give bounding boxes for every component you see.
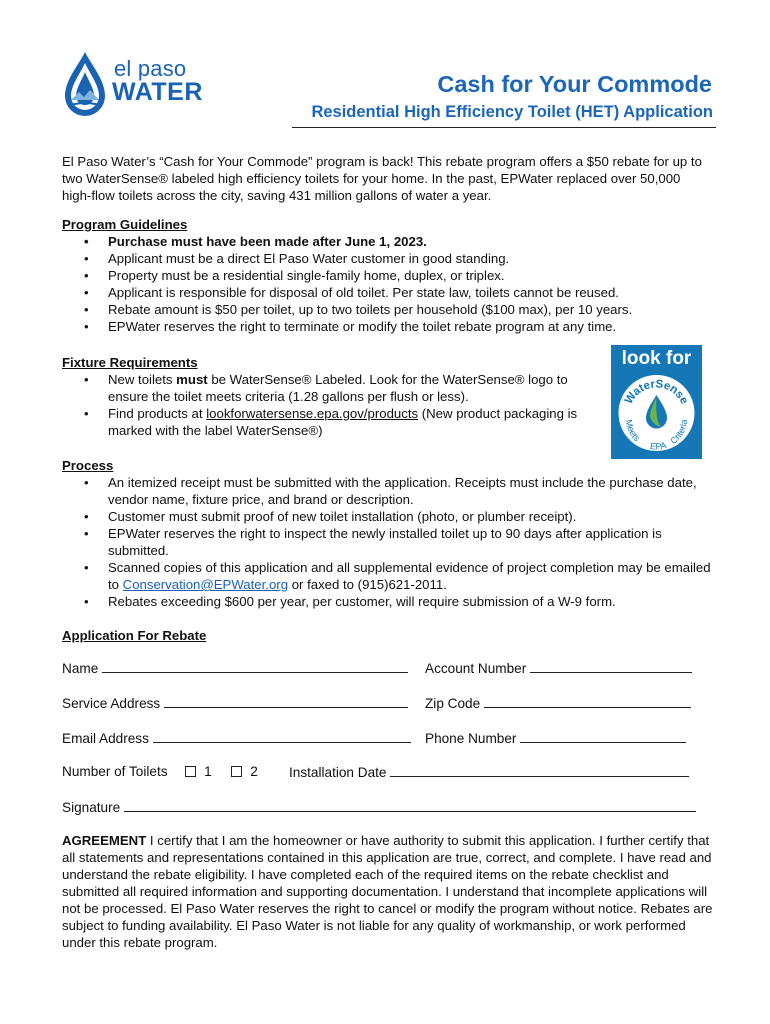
logo-text-el-paso: el paso	[114, 56, 187, 81]
fixture-requirements-heading: Fixture Requirements	[62, 355, 198, 370]
page-title: Cash for Your Commode	[437, 71, 712, 97]
badge-meets-text: Meets	[623, 418, 642, 444]
zip-code-label: Zip Code	[425, 696, 481, 711]
guideline-item: • Applicant must be a direct El Paso Water customer in good standing.	[62, 250, 722, 267]
logo-text-water: WATER	[112, 78, 203, 106]
process-item: • An itemized receipt must be submitted with the application. Receipts must include the purchase date, vendor name, fixture price, and brand or description.	[62, 474, 712, 508]
toilets-option-2-label: 2	[250, 764, 258, 779]
fixture-item-text: New toilets	[108, 372, 177, 387]
process-item-text: Scanned copies of this application and all supplemental evidence of project completion may be emailed to	[108, 560, 711, 592]
process-item	[62, 559, 712, 593]
agreement-text: I certify that I am the homeowner or have authority to submit this application. I further certify that all statements and representations contained in this application are true, correct, and complete. I have read and understand the rebate eligibility. I have completed each of the required items on the rebate checklist and submitted all required information and supporting documentation. I understand that incomplete applications will not be processed. El Paso Water reserves the right to cancel or modify the program without notice. Rebates are subject to funding availability. El Paso Water is not liable for any quality of workmanship, or work performed under this rebate program.	[62, 833, 713, 950]
guideline-item: • Property must be a residential single-family home, duplex, or triplex.	[62, 267, 722, 284]
guideline-item: • EPWater reserves the right to terminate or modify the toilet rebate program at any time.	[62, 318, 722, 335]
application-heading: Application For Rebate	[62, 628, 207, 643]
service-address-label: Service Address	[62, 696, 161, 711]
badge-brand-text: WaterSense	[622, 378, 691, 407]
toilets-option-1-checkbox[interactable]	[185, 766, 196, 777]
svg-text:EPA	[650, 440, 668, 452]
account-number-input-line[interactable]	[530, 660, 692, 673]
guideline-item: • Rebate amount is $50 per toilet, up to two toilets per household ($100 max), per 10 years.	[62, 301, 722, 318]
signature-input-line[interactable]	[124, 799, 696, 812]
fixture-item-emphasis: must	[176, 372, 208, 387]
email-address-label: Email Address	[62, 731, 149, 746]
installation-date-field[interactable]	[289, 764, 689, 780]
installation-date-input-line[interactable]	[390, 764, 689, 777]
email-address-field[interactable]	[62, 730, 411, 746]
program-guidelines-list	[62, 233, 722, 335]
guideline-item: • Applicant is responsible for disposal of old toilet. Per state law, toilets cannot be reused.	[62, 284, 722, 301]
fixture-item-text: Find products at	[108, 406, 207, 421]
account-number-label: Account Number	[425, 661, 527, 676]
conservation-email-link[interactable]: Conservation@EPWater.org	[122, 577, 289, 592]
number-of-toilets-label: Number of Toilets	[62, 764, 168, 779]
program-guidelines-heading: Program Guidelines	[62, 217, 188, 232]
toilets-option-2-checkbox[interactable]	[231, 766, 242, 777]
process-item-text: or faxed to (915)621-2011.	[288, 577, 447, 592]
fixture-item-text: be WaterSense® Labeled. Look for the WaterSense® logo to ensure the toilet meets criteria (1.28 gallons per flush or less).	[108, 372, 568, 404]
process-item: • EPWater reserves the right to inspect the newly installed toilet up to 90 days after application is submitted.	[62, 525, 712, 559]
fixture-item-text: (New product packaging is marked with the label WaterSense®)	[108, 406, 578, 438]
service-address-input-line[interactable]	[164, 695, 408, 708]
phone-number-label: Phone Number	[425, 731, 517, 746]
name-input-line[interactable]	[102, 660, 408, 673]
watersense-badge	[611, 345, 702, 459]
installation-date-label: Installation Date	[289, 765, 387, 780]
process-list	[62, 474, 712, 610]
guideline-item: • Purchase must have been made after June 1, 2023.	[62, 233, 722, 250]
header-divider	[292, 127, 716, 128]
intro-paragraph: El Paso Water’s “Cash for Your Commode” program is back! This rebate program offers a $50 rebate for up to two WaterSense® labeled high efficiency toilets for your home. In the past, EPWater replaced over 50,000 high-flow toilets across the city, saving 431 million gallons of water a year.	[62, 154, 702, 203]
name-field[interactable]	[62, 660, 408, 676]
el-paso-water-logo	[62, 50, 222, 128]
watersense-products-link[interactable]: lookforwatersense.epa.gov/products	[206, 406, 419, 421]
process-heading: Process	[62, 458, 114, 473]
fixture-item	[62, 371, 602, 405]
account-number-field[interactable]	[425, 660, 692, 676]
page-subtitle: Residential High Efficiency Toilet (HET) Application	[311, 103, 713, 121]
signature-field[interactable]	[62, 799, 696, 815]
water-drop-icon	[62, 50, 108, 122]
zip-code-input-line[interactable]	[484, 695, 691, 708]
phone-number-field[interactable]	[425, 730, 686, 746]
number-of-toilets-field	[62, 764, 258, 779]
fixture-requirements-list	[62, 371, 602, 439]
zip-code-field[interactable]	[425, 695, 691, 711]
watersense-logo-icon	[617, 373, 696, 453]
badge-look-for-text: look for	[621, 348, 692, 369]
agreement-label: AGREEMENT	[62, 833, 147, 848]
process-item: • Customer must submit proof of new toilet installation (photo, or plumber receipt).	[62, 508, 712, 525]
signature-label: Signature	[62, 800, 121, 815]
badge-epa-text: EPA	[649, 440, 668, 452]
fixture-item	[62, 405, 602, 439]
toilets-option-1-label: 1	[204, 764, 212, 779]
phone-number-input-line[interactable]	[520, 730, 686, 743]
email-address-input-line[interactable]	[153, 730, 411, 743]
badge-criteria-text: Criteria	[668, 418, 690, 446]
service-address-field[interactable]	[62, 695, 408, 711]
agreement-paragraph	[62, 832, 717, 951]
name-label: Name	[62, 661, 99, 676]
process-item: • Rebates exceeding $600 per year, per customer, will require submission of a W-9 form.	[62, 593, 712, 610]
